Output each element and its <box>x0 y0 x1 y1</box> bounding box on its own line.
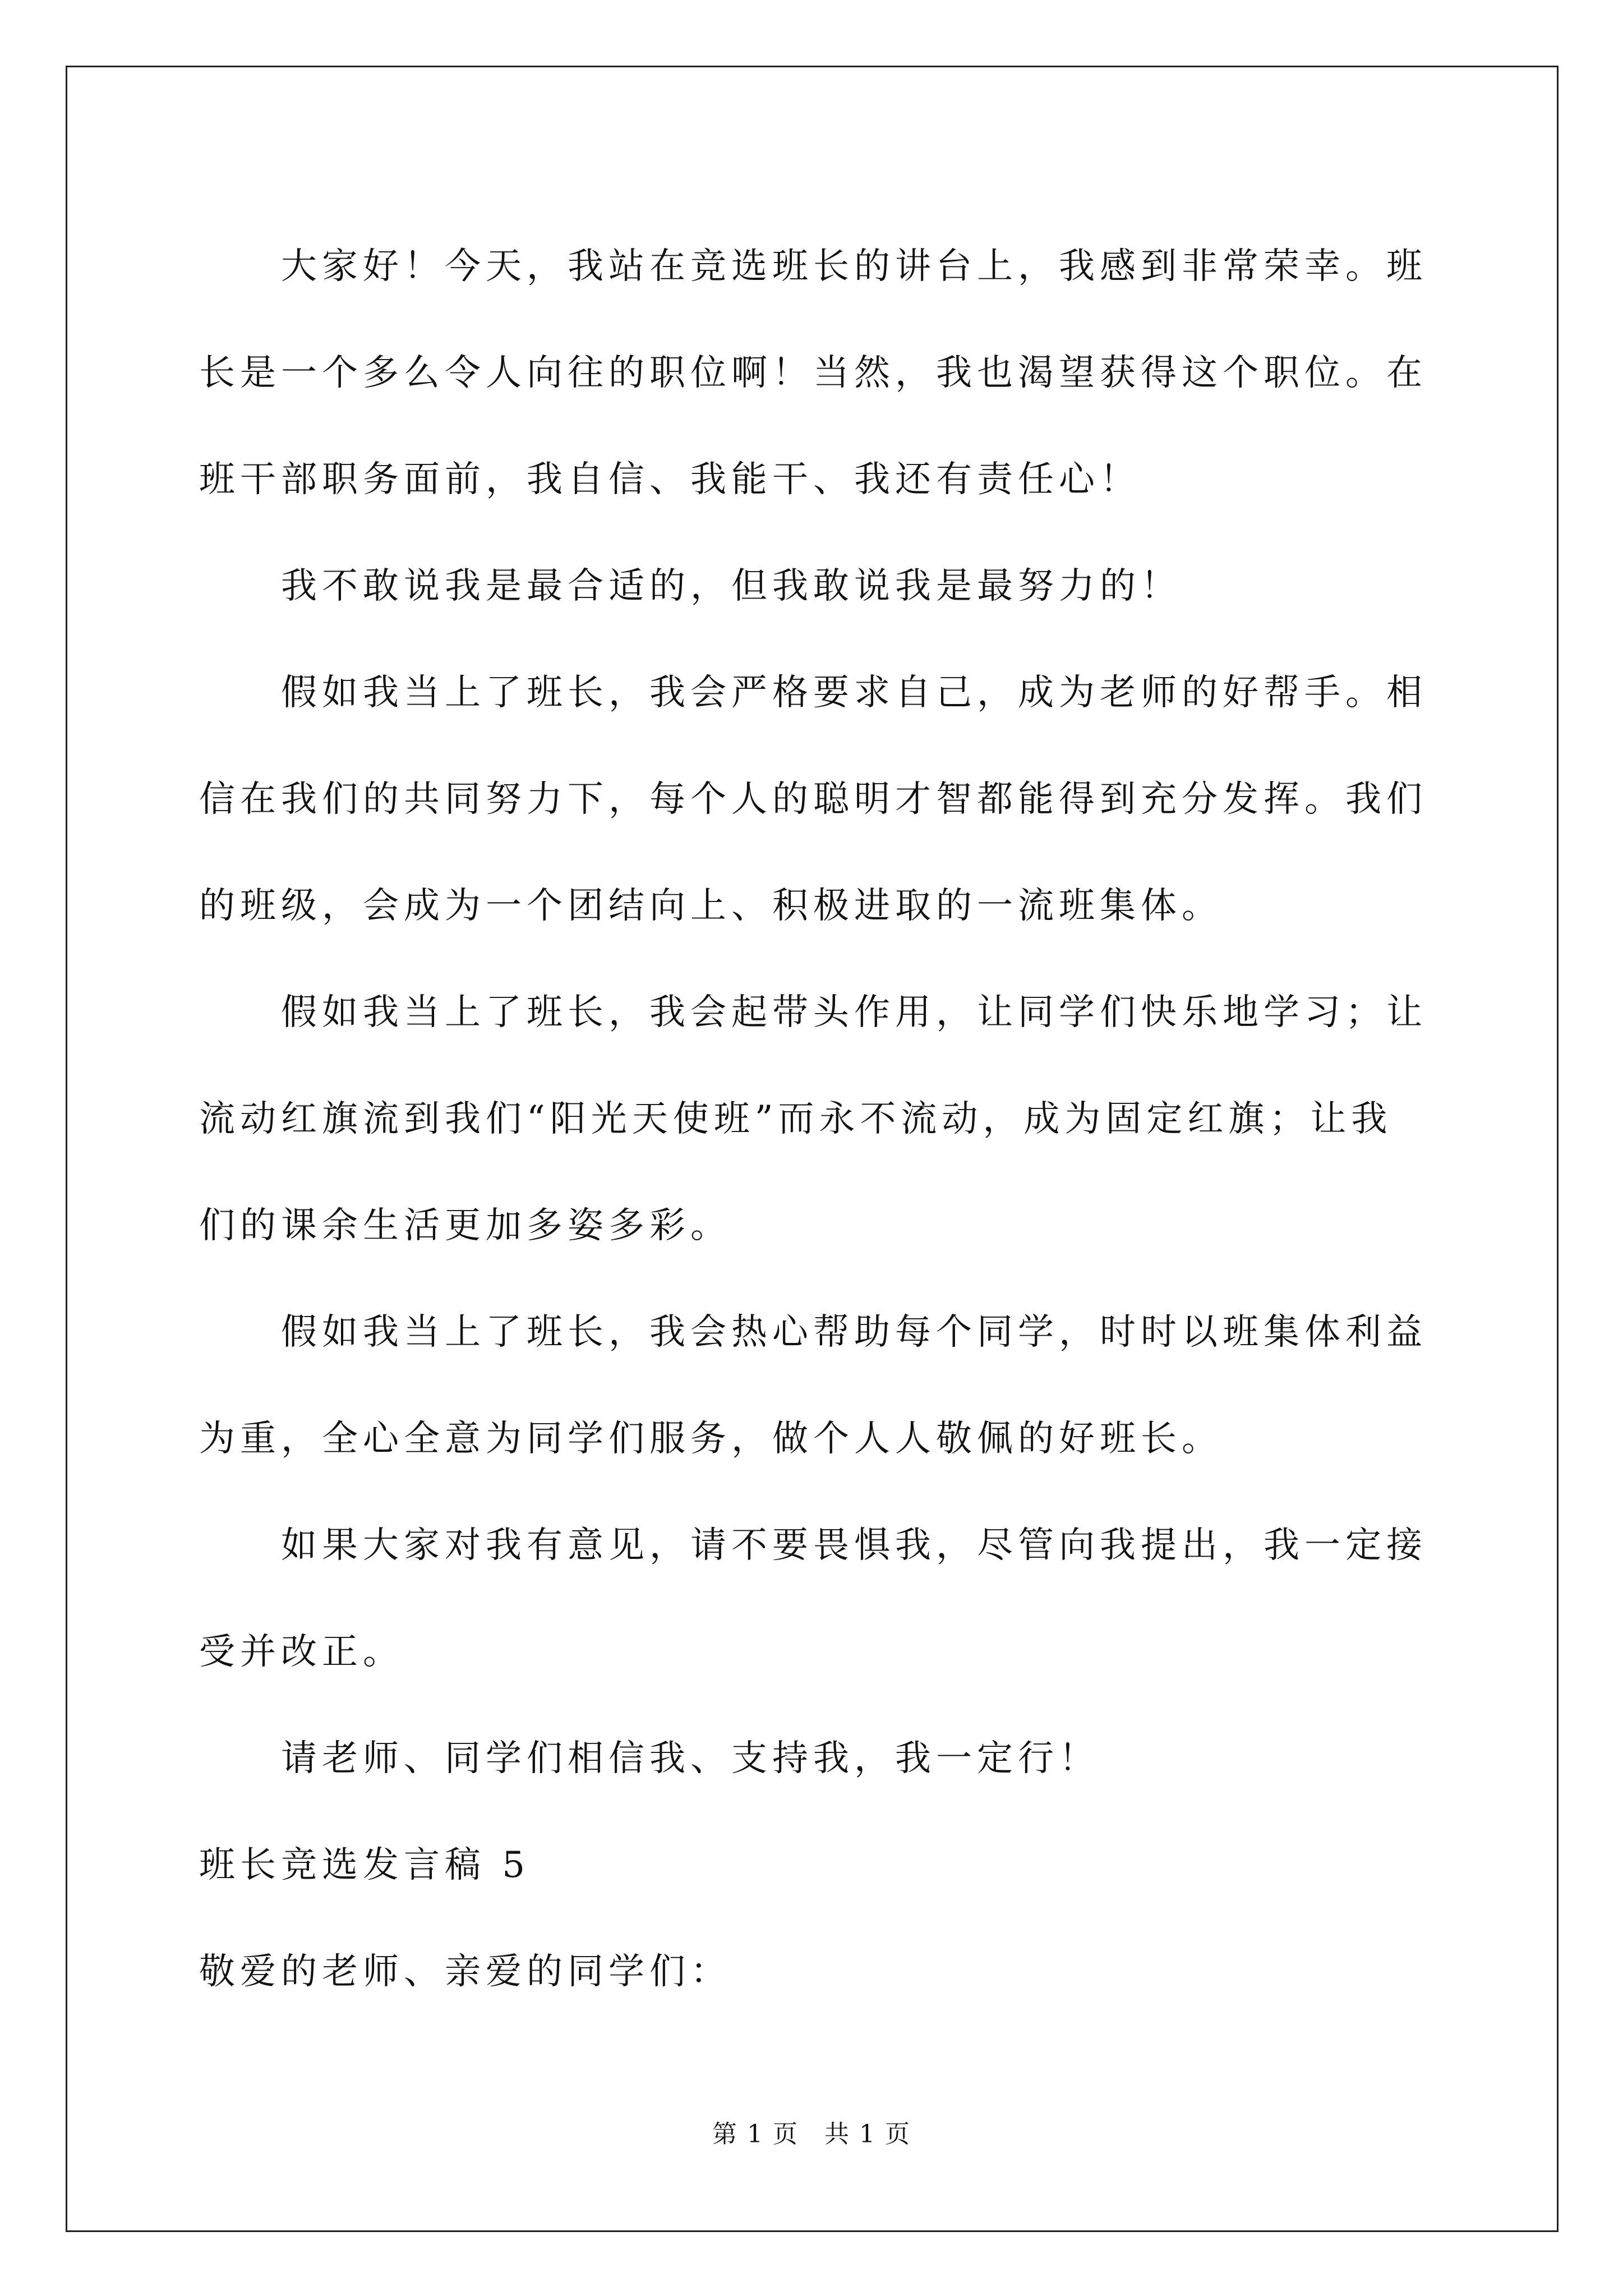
page-number-footer: 第 1 页 共 1 页 <box>712 2120 911 2148</box>
salutation: 敬爱的老师、亲爱的同学们： <box>199 1951 731 1993</box>
document-body <box>199 213 1427 2025</box>
paragraph-4: 假如我当上了班长，我会起带头作用，让同学们快乐地学习；让流动红旗流到我们“阳光天使班”而永不流动，成为固定红旗；让我们的课余生活更加多姿多彩。 <box>199 992 1427 1246</box>
paragraph-6: 如果大家对我有意见，请不要畏惧我，尽管向我提出，我一定接受并改正。 <box>199 1525 1427 1673</box>
paragraph-7: 请老师、同学们相信我、支持我，我一定行！ <box>281 1738 1100 1779</box>
paragraph-3: 假如我当上了班长，我会严格要求自己，成为老师的好帮手。相信在我们的共同努力下，每个人的聪明才智都能得到充分发挥。我们的班级，会成为一个团结向上、积极进取的一流班集体。 <box>199 672 1427 927</box>
section-title: 班长竞选发言稿 5 <box>199 1844 531 1886</box>
paragraph-5: 假如我当上了班长，我会热心帮助每个同学，时时以班集体利益为重，全心全意为同学们服务，做个人人敬佩的好班长。 <box>199 1312 1427 1460</box>
paragraph-2: 我不敢说我是最合适的，但我敢说我是最努力的！ <box>281 565 1182 607</box>
paragraph-1: 大家好！今天，我站在竞选班长的讲台上，我感到非常荣幸。班长是一个多么令人向往的职位啊！当然，我也渴望获得这个职位。在班干部职务面前，我自信、我能干、我还有责任心！ <box>199 246 1427 500</box>
